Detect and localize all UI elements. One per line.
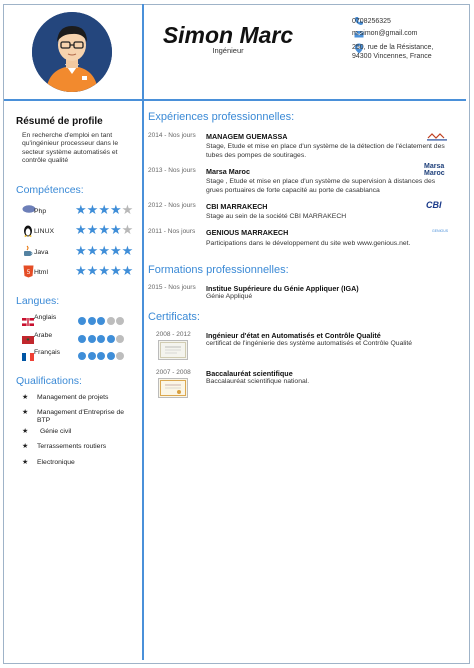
experience-description: Stage au sein de la société CBI MARRAKECH xyxy=(206,213,347,220)
certificats-title: Certificats: xyxy=(148,311,200,323)
star-filled-icon: ★ xyxy=(86,202,99,217)
dot-filled-icon xyxy=(97,335,105,343)
language-label: Anglais xyxy=(34,314,57,321)
star-filled-icon: ★ xyxy=(121,263,134,278)
star-bullet-icon: ★ xyxy=(22,428,29,435)
qualifications-title: Qualifications: xyxy=(16,375,82,387)
star-filled-icon: ★ xyxy=(98,263,110,278)
star-filled-icon: ★ xyxy=(86,222,99,237)
dot-filled-icon xyxy=(88,335,96,343)
dot-empty-icon xyxy=(116,317,124,325)
dot-filled-icon xyxy=(78,317,86,325)
dot-rating xyxy=(78,330,126,348)
star-empty-icon: ★ xyxy=(121,202,134,217)
star-filled-icon: ★ xyxy=(86,243,99,258)
star-filled-icon: ★ xyxy=(109,222,122,237)
experience-date: 2011 - Nos jours xyxy=(148,228,196,235)
dot-empty-icon xyxy=(116,352,124,360)
star-bullet-icon: ★ xyxy=(22,409,29,416)
skill-label: Java xyxy=(34,249,49,256)
star-rating xyxy=(75,202,133,218)
star-empty-icon: ★ xyxy=(121,222,134,237)
dot-filled-icon xyxy=(88,352,96,360)
skill-html xyxy=(20,265,138,279)
horizontal-divider xyxy=(4,99,466,101)
dot-rating xyxy=(78,347,126,365)
star-filled-icon: ★ xyxy=(121,243,134,258)
languages-title: Langues: xyxy=(16,295,60,307)
dot-filled-icon xyxy=(97,352,105,360)
dot-empty-icon xyxy=(107,317,115,325)
formation-title: Institue Supérieure du Génie Appliquer (IGA) xyxy=(206,284,359,293)
language-label: Arabe xyxy=(34,332,53,339)
skill-java xyxy=(20,245,138,259)
experience-company: MANAGEM GUEMASSA xyxy=(206,132,288,141)
cbi-logo: CBI xyxy=(426,200,442,210)
star-filled-icon: ★ xyxy=(98,243,110,258)
experience-description: Stage, Etude et mise en place d'un système de la détection de l'éclatement des tubes des pompes de soutirages. xyxy=(206,143,445,159)
profile-text: En recherche d'emploi en tant qu'ingénieur processeur dans le secteur système automatisés et contrôle qualité xyxy=(22,132,119,165)
vertical-divider xyxy=(142,4,144,660)
genious-logo: GENIOUS xyxy=(432,229,449,233)
star-filled-icon: ★ xyxy=(109,202,122,217)
svg-text:5: 5 xyxy=(26,269,30,276)
dot-empty-icon xyxy=(116,335,124,343)
address-line-1: 250, rue de la Résistance, xyxy=(352,44,434,51)
certificat-description: Baccalauréat scientifique national. xyxy=(206,378,310,385)
dot-filled-icon xyxy=(78,352,86,360)
star-bullet-icon: ★ xyxy=(22,459,29,466)
star-filled-icon: ★ xyxy=(75,222,87,237)
dot-rating xyxy=(78,312,126,330)
skill-label: LINUX xyxy=(34,228,55,235)
skill-php xyxy=(20,204,138,218)
star-filled-icon: ★ xyxy=(109,243,122,258)
star-bullet-icon: ★ xyxy=(22,394,29,401)
experiences-title: Expériences professionnelles: xyxy=(148,111,295,123)
experience-description: Stage , Etude et mise en place d'un système de supervision à distances des grues portuaires de forte capacité au porte de casablanca xyxy=(206,178,436,194)
profile-title: Résumé de profile xyxy=(16,116,103,127)
address-line-2: 94300 Vincennes, France xyxy=(352,53,432,60)
experience-company: Marsa Maroc xyxy=(206,167,250,176)
experience-date: 2014 - Nos jours xyxy=(148,132,196,139)
experience-company: CBI MARRAKECH xyxy=(206,202,268,211)
skill-linux xyxy=(20,224,138,238)
certificat-title: Ingénieur d'état en Automatisés et Contrôle Qualité xyxy=(206,331,381,340)
person-icon xyxy=(32,12,112,92)
java-cup-icon xyxy=(22,245,34,257)
certificat-description: certificat de l'ingénierie des système automatisés et Contrôle Qualité xyxy=(206,340,413,347)
formations-title: Formations professionnelles: xyxy=(148,264,289,276)
dot-filled-icon xyxy=(107,352,115,360)
address xyxy=(352,43,433,61)
star-filled-icon: ★ xyxy=(98,202,110,217)
certificat-title: Baccalauréat scientifique xyxy=(206,369,293,378)
marsa-maroc-logo: Marsa Maroc xyxy=(424,163,445,177)
certificate-thumbnail xyxy=(158,340,188,360)
star-filled-icon: ★ xyxy=(86,263,99,278)
certificat-date: 2007 - 2008 xyxy=(156,369,191,376)
dot-filled-icon xyxy=(78,335,86,343)
managem-logo xyxy=(426,132,448,142)
formation-description: Génie Appliqué xyxy=(206,293,253,300)
linux-tux-icon xyxy=(22,224,34,236)
star-filled-icon: ★ xyxy=(98,222,110,237)
language-french xyxy=(22,348,140,360)
star-bullet-icon: ★ xyxy=(22,443,29,450)
star-filled-icon: ★ xyxy=(75,263,87,278)
star-filled-icon: ★ xyxy=(75,243,87,258)
avatar xyxy=(32,12,112,92)
phone-number: 0708256325 xyxy=(352,18,391,25)
html5-shield-icon xyxy=(22,265,34,277)
skills-title: Compétences: xyxy=(16,184,84,196)
certificate-thumbnail xyxy=(158,378,188,398)
dot-filled-icon xyxy=(107,335,115,343)
experience-company: GENIOUS MARRAKECH xyxy=(206,228,289,237)
morocco-flag-icon xyxy=(22,331,34,339)
dot-filled-icon xyxy=(88,317,96,325)
language-arabic xyxy=(22,331,140,343)
certificat-date: 2008 - 2012 xyxy=(156,331,191,338)
skill-label: Html xyxy=(34,269,48,276)
star-filled-icon: ★ xyxy=(75,202,87,217)
formation-date: 2015 - Nos jours xyxy=(148,284,196,291)
star-rating xyxy=(75,263,133,279)
experience-description: Participations dans le développement du site web www.genious.net. xyxy=(206,240,411,247)
email-address: m.simon@gmail.com xyxy=(352,30,418,37)
france-flag-icon xyxy=(22,348,34,356)
experience-date: 2013 - Nos jours xyxy=(148,167,196,174)
job-title: Ingénieur xyxy=(212,46,244,55)
star-rating xyxy=(75,222,133,238)
php-logo-icon xyxy=(22,204,34,216)
dot-filled-icon xyxy=(97,317,105,325)
uk-flag-icon xyxy=(22,313,34,321)
star-filled-icon: ★ xyxy=(109,263,122,278)
star-rating xyxy=(75,243,133,259)
language-english xyxy=(22,313,140,325)
skill-label: Php xyxy=(34,208,47,215)
language-label: Français xyxy=(34,349,61,356)
full-name: Simon Marc xyxy=(162,22,294,48)
experience-date: 2012 - Nos jours xyxy=(148,202,196,209)
